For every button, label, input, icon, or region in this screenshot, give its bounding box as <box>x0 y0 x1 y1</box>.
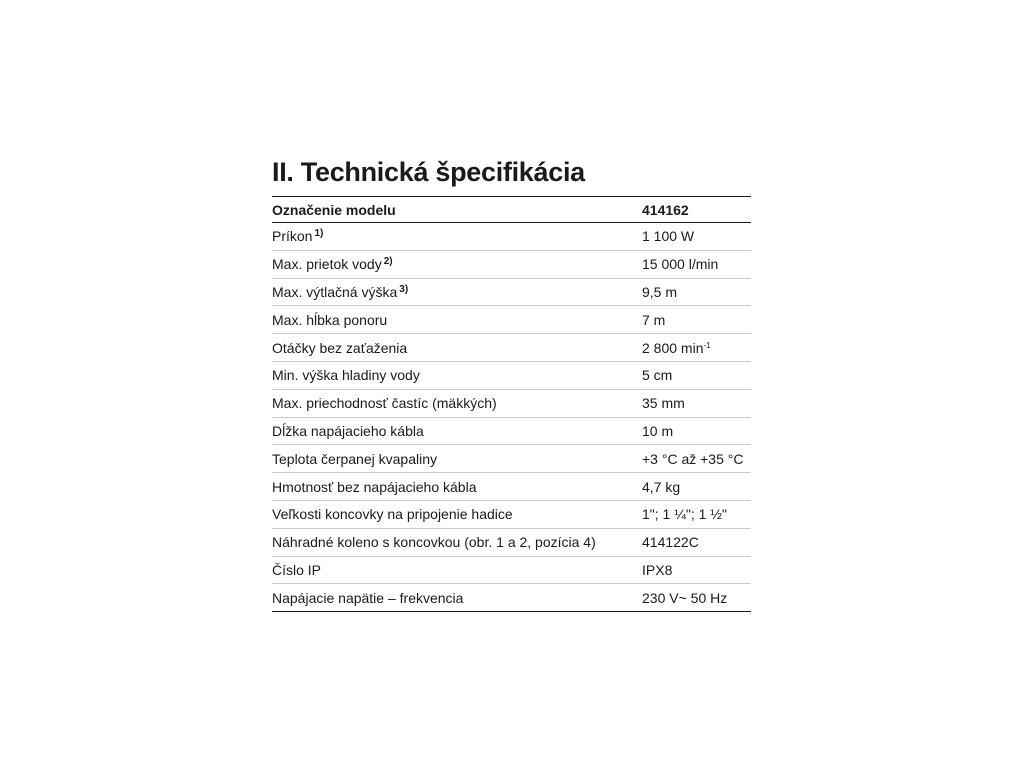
row-value: 414122C <box>642 534 699 551</box>
row-label-cell <box>272 445 642 473</box>
row-label: Max. výtlačná výška <box>272 283 398 300</box>
row-value: 2 800 min <box>642 339 704 356</box>
row-value: 35 mm <box>642 395 685 412</box>
header-model: 414162 <box>642 201 689 218</box>
row-label-cell <box>272 223 642 251</box>
row-label: Hmotnosť bez napájacieho kábla <box>272 478 477 495</box>
row-value-cell <box>642 334 751 362</box>
row-value-cell <box>642 528 751 556</box>
row-label-cell <box>272 473 642 501</box>
row-label: Dĺžka napájacieho kábla <box>272 422 424 439</box>
row-value-cell <box>642 417 751 445</box>
row-value-cell <box>642 306 751 334</box>
row-value: 7 m <box>642 311 666 328</box>
row-value: 1 100 W <box>642 228 695 245</box>
row-label: Číslo IP <box>272 561 322 578</box>
row-value-cell <box>642 584 751 612</box>
unit-exponent: -1 <box>703 340 711 350</box>
row-value-cell <box>642 223 751 251</box>
row-label: Veľkosti koncovky na pripojenie hadice <box>272 506 513 523</box>
footnote-ref: 2) <box>383 256 393 268</box>
row-label-cell <box>272 584 642 612</box>
row-label-cell <box>272 528 642 556</box>
row-label-cell <box>272 389 642 417</box>
table-row <box>272 334 751 362</box>
row-label: Max. prietok vody <box>272 256 382 273</box>
spec-section <box>272 152 751 612</box>
table-row <box>272 278 751 306</box>
table-row <box>272 417 751 445</box>
table-row <box>272 473 751 501</box>
table-row <box>272 223 751 251</box>
row-value-cell <box>642 361 751 389</box>
row-value: IPX8 <box>642 561 673 578</box>
row-label: Max. hĺbka ponoru <box>272 311 388 328</box>
table-row <box>272 445 751 473</box>
table-row <box>272 584 751 612</box>
row-value: 230 V~ 50 Hz <box>642 589 728 606</box>
row-value-cell <box>642 389 751 417</box>
row-label-cell <box>272 417 642 445</box>
header-param: Označenie modelu <box>272 201 396 218</box>
row-label: Otáčky bez zaťaženia <box>272 339 408 356</box>
row-value: 9,5 m <box>642 283 678 300</box>
table-row <box>272 306 751 334</box>
row-label-cell <box>272 500 642 528</box>
row-label: Teplota čerpanej kvapaliny <box>272 450 437 467</box>
section-title: II. Technická špecifikácia <box>272 157 585 187</box>
row-value: +3 °C až +35 °C <box>642 450 744 467</box>
row-value: 10 m <box>642 422 674 439</box>
footnote-ref: 3) <box>399 283 409 295</box>
row-value-cell <box>642 473 751 501</box>
table-row <box>272 500 751 528</box>
row-label: Min. výška hladiny vody <box>272 367 420 384</box>
row-label: Náhradné koleno s koncovkou (obr. 1 a 2, pozícia 4) <box>272 534 596 551</box>
row-label: Max. priechodnosť častíc (mäkkých) <box>272 395 497 412</box>
row-value: 15 000 l/min <box>642 256 719 273</box>
spec-table <box>272 196 751 612</box>
row-label-cell <box>272 556 642 584</box>
row-label-cell <box>272 361 642 389</box>
row-value: 4,7 kg <box>642 478 681 495</box>
table-row <box>272 250 751 278</box>
row-label: Príkon <box>272 228 313 245</box>
row-value-cell <box>642 278 751 306</box>
table-row <box>272 389 751 417</box>
row-label-cell <box>272 306 642 334</box>
row-value: 1"; 1 ¼"; 1 ½" <box>642 506 727 523</box>
row-label: Napájacie napätie – frekvencia <box>272 589 464 606</box>
row-label-cell <box>272 250 642 278</box>
table-row <box>272 528 751 556</box>
row-value: 5 cm <box>642 367 673 384</box>
row-label-cell <box>272 334 642 362</box>
row-value-cell <box>642 500 751 528</box>
row-value-cell <box>642 250 751 278</box>
table-row <box>272 556 751 584</box>
footnote-ref: 1) <box>314 228 324 240</box>
table-row <box>272 361 751 389</box>
table-header-row <box>272 197 751 223</box>
table-body <box>272 223 751 612</box>
row-value-cell <box>642 556 751 584</box>
row-value-cell <box>642 445 751 473</box>
row-label-cell <box>272 278 642 306</box>
